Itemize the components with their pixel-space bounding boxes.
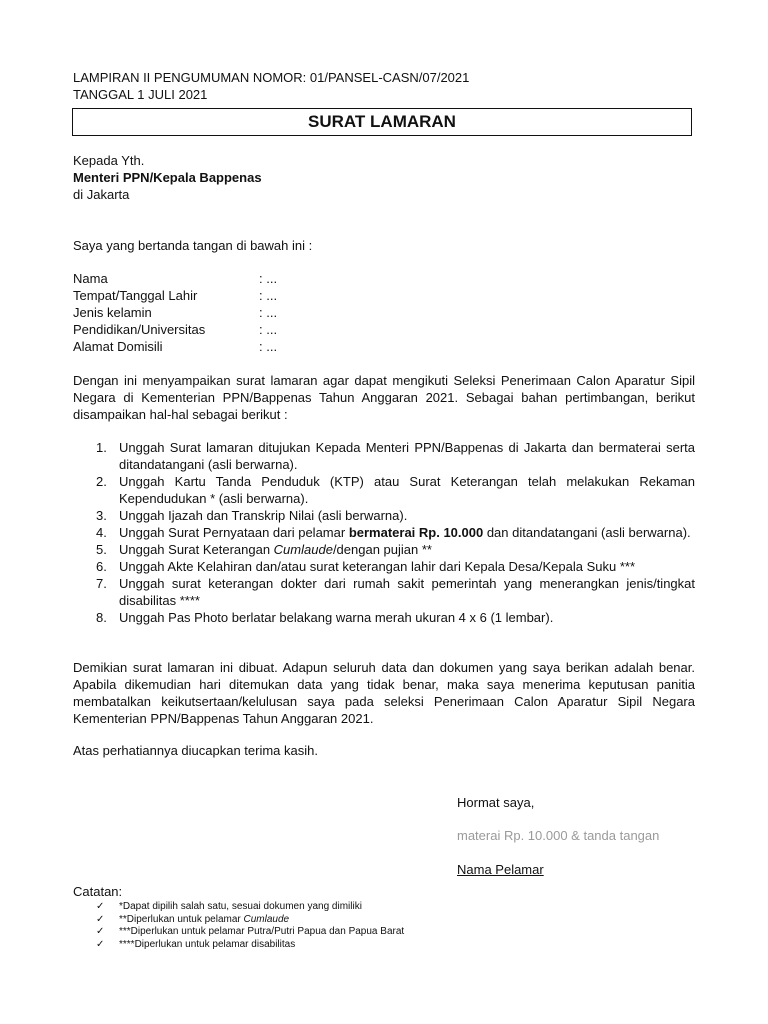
field-label: Tempat/Tanggal Lahir xyxy=(73,288,198,303)
list-item xyxy=(73,575,695,609)
note-text-pre: **Diperlukan untuk pelamar xyxy=(119,913,244,925)
intro-text: Saya yang bertanda tangan di bawah ini : xyxy=(73,238,313,253)
list-text-pre: Unggah Surat Keterangan xyxy=(119,542,274,557)
list-item xyxy=(73,473,695,507)
checkmark-icon: ✓ xyxy=(96,901,105,912)
note-text: ****Diperlukan untuk pelamar disabilitas xyxy=(119,938,296,950)
list-number: 5. xyxy=(96,542,107,557)
note-item xyxy=(96,926,404,939)
list-text-italic: Cumlaude xyxy=(273,542,333,557)
field-value: : ... xyxy=(259,322,278,337)
list-text-bold: bermaterai Rp. 10.000 xyxy=(348,525,484,540)
note-item xyxy=(96,939,404,952)
document-title: SURAT LAMARAN xyxy=(72,108,692,136)
list-number: 8. xyxy=(96,610,107,625)
list-number: 3. xyxy=(96,508,107,523)
field-label: Pendidikan/Universitas xyxy=(73,322,206,337)
list-number: 2. xyxy=(96,474,107,489)
note-item xyxy=(96,914,404,927)
signature-name: Nama Pelamar xyxy=(457,862,544,877)
list-number: 4. xyxy=(96,525,107,540)
list-item xyxy=(73,609,695,626)
list-text: Unggah Akte Kelahiran dan/atau surat keterangan lahir dari Kepala Desa/Kepala Suku *** xyxy=(119,559,636,574)
requirements-list xyxy=(73,439,695,626)
recipient-name: Menteri PPN/Kepala Bappenas xyxy=(73,170,262,185)
signature-placeholder: materai Rp. 10.000 & tanda tangan xyxy=(457,828,660,843)
field-value: : ... xyxy=(259,305,278,320)
list-number: 7. xyxy=(96,576,107,591)
checkmark-icon: ✓ xyxy=(96,926,105,937)
notes-list xyxy=(96,901,404,951)
list-item xyxy=(73,558,695,575)
recipient-greeting: Kepada Yth. xyxy=(73,153,145,168)
list-item xyxy=(73,541,695,558)
note-item xyxy=(96,901,404,914)
recipient-location: di Jakarta xyxy=(73,187,130,202)
list-number: 1. xyxy=(96,440,107,455)
list-text: Unggah Kartu Tanda Penduduk (KTP) atau Surat Keterangan telah melakukan Rekaman Kependudukan * (asli berwarna). xyxy=(119,474,695,506)
list-item xyxy=(73,524,695,541)
field-value: : ... xyxy=(259,271,278,286)
list-item xyxy=(73,507,695,524)
note-text: ***Diperlukan untuk pelamar Putra/Putri Papua dan Papua Barat xyxy=(119,926,405,937)
field-value: : ... xyxy=(259,339,278,354)
notes-heading: Catatan: xyxy=(73,884,123,899)
checkmark-icon: ✓ xyxy=(96,913,105,925)
list-text: Unggah Ijazah dan Transkrip Nilai (asli berwarna). xyxy=(119,508,408,523)
header-line-2: TANGGAL 1 JULI 2021 xyxy=(73,87,208,102)
list-number: 6. xyxy=(96,559,107,574)
list-text-post: dan ditandatangani (asli berwarna). xyxy=(483,525,691,540)
field-label: Jenis kelamin xyxy=(73,305,152,320)
field-value: : ... xyxy=(259,288,278,303)
field-label: Nama xyxy=(73,271,108,286)
paragraph-statement: Demikian surat lamaran ini dibuat. Adapun seluruh data dan dokumen yang saya berikan adalah benar. Apabila dikemudian hari ditemukan data yang tidak benar, maka saya menerima keputusan panitia membatalkan keikutsertaan/kelulusan saya pada seleksi Penerimaan Calon Aparatur Sipil Negara Kementerian PPN/Bappenas Tahun Anggaran 2021. xyxy=(73,660,695,726)
list-text-post: /dengan pujian ** xyxy=(332,542,432,557)
checkmark-icon: ✓ xyxy=(96,938,105,950)
header-line-1: LAMPIRAN II PENGUMUMAN NOMOR: 01/PANSEL-CASN/07/2021 xyxy=(73,70,470,85)
list-text: Unggah surat keterangan dokter dari rumah sakit pemerintah yang menerangkan jenis/tingkat disabilitas **** xyxy=(119,576,695,608)
field-label: Alamat Domisili xyxy=(73,339,163,354)
closing-text: Atas perhatiannya diucapkan terima kasih. xyxy=(73,743,318,758)
list-item xyxy=(73,439,695,473)
list-text: Unggah Pas Photo berlatar belakang warna merah ukuran 4 x 6 (1 lembar). xyxy=(119,610,554,625)
list-text-pre: Unggah Surat Pernyataan dari pelamar xyxy=(119,525,349,540)
note-text-italic: Cumlaude xyxy=(243,913,290,925)
list-text: Unggah Surat lamaran ditujukan Kepada Menteri PPN/Bappenas di Jakarta dan bermaterai serta ditandatangani (asli berwarna). xyxy=(119,440,695,472)
paragraph-intro: Dengan ini menyampaikan surat lamaran agar dapat mengikuti Seleksi Penerimaan Calon Aparatur Sipil Negara di Kementerian PPN/Bappenas Tahun Anggaran 2021. Sebagai bahan pertimbangan, berikut disampaikan hal-hal sebagai berikut : xyxy=(73,373,695,422)
note-text: *Dapat dipilih salah satu, sesuai dokumen yang dimiliki xyxy=(119,901,362,912)
signature-salutation: Hormat saya, xyxy=(457,795,535,810)
